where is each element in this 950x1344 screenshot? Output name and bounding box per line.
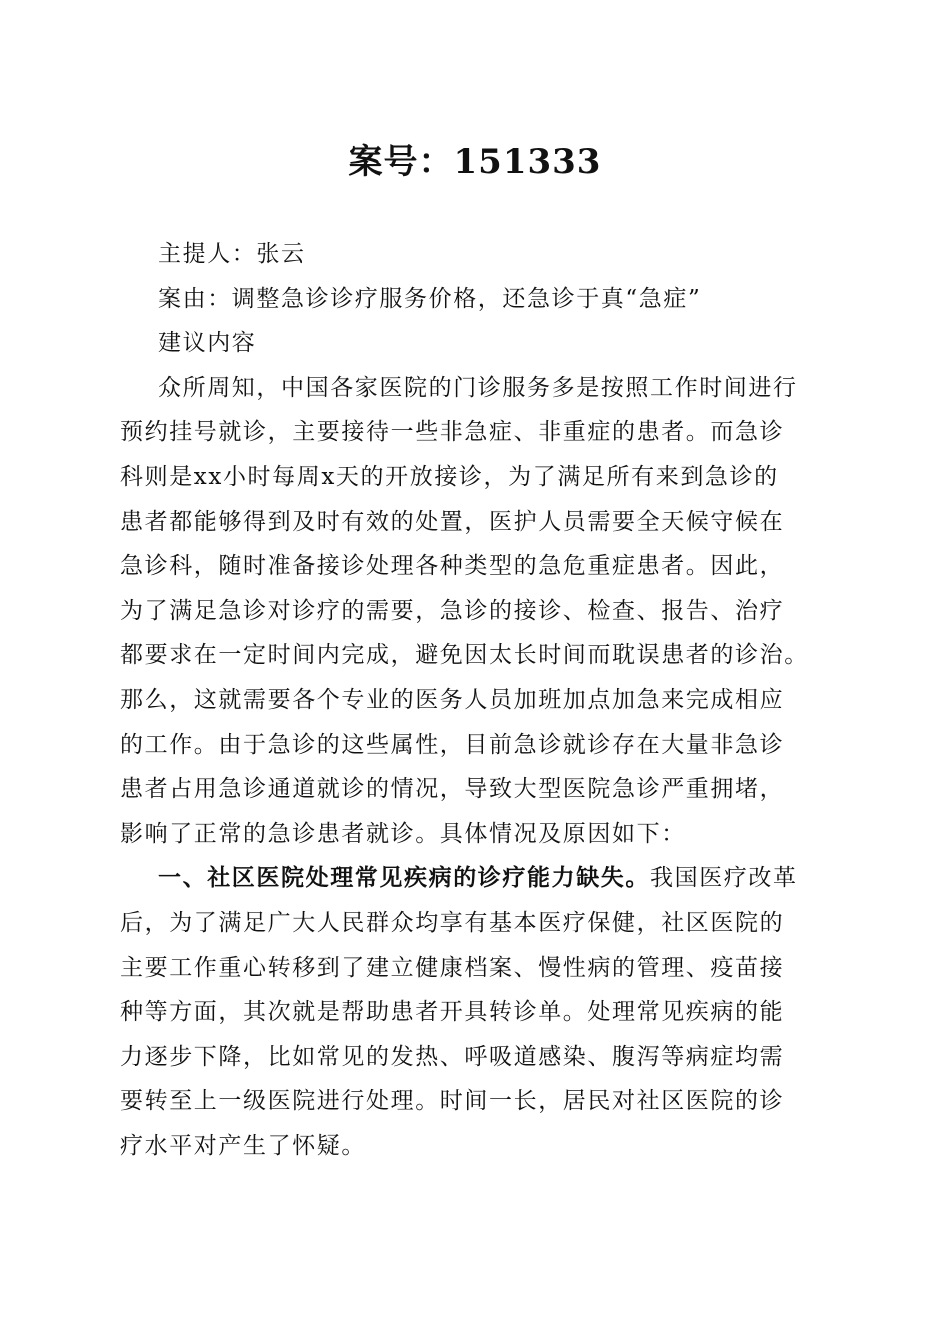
paragraph-line: 患者都能够得到及时有效的处置，医护人员需要全天候守候在	[120, 508, 785, 535]
paragraph-line	[120, 856, 835, 901]
point-text: 我国医疗改革	[650, 865, 798, 892]
paragraph-line: 疗水平对产生了怀疑。	[120, 1132, 366, 1159]
paragraph-line: 那么，这就需要各个专业的医务人员加班加点加急来完成相应	[120, 686, 785, 713]
paragraph-line: 的工作。由于急诊的这些属性，目前急诊就诊存在大量非急诊	[120, 731, 785, 758]
section-heading: 建议内容	[158, 330, 257, 357]
paragraph-line: 科则是xx小时每周x天的开放接诊，为了满足所有来到急诊的	[120, 463, 779, 490]
proposer-line: 主提人：张云	[158, 241, 306, 267]
paragraph-line: 为了满足急诊对诊疗的需要，急诊的接诊、检查、报告、治疗	[120, 597, 785, 624]
document-body	[120, 232, 835, 1168]
paragraph-line: 影响了正常的急诊患者就诊。具体情况及原因如下：	[120, 820, 686, 847]
paragraph-line: 主要工作重心转移到了建立健康档案、慢性病的管理、疫苗接	[120, 954, 785, 981]
cause-line: 案由：调整急诊诊疗服务价格，还急诊于真“急症”	[158, 285, 702, 312]
paragraph-community-hospital	[120, 856, 835, 1168]
paragraph-line: 众所周知，中国各家医院的门诊服务多是按照工作时间进行	[158, 374, 798, 401]
paragraph-line: 都要求在一定时间内完成，避免因太长时间而耽误患者的诊治。	[120, 642, 809, 669]
case-number-title: 案号：151333	[348, 142, 602, 182]
paragraph-line: 后，为了满足广大人民群众均享有基本医疗保健，社区医院的	[120, 909, 785, 936]
paragraph-intro	[120, 366, 835, 857]
paragraph-line: 力逐步下降，比如常见的发热、呼吸道感染、腹泻等病症均需	[120, 1043, 785, 1070]
paragraph-line: 要转至上一级医院进行处理。时间一长，居民对社区医院的诊	[120, 1088, 785, 1115]
paragraph-line: 预约挂号就诊，主要接待一些非急症、非重症的患者。而急诊	[120, 419, 785, 446]
paragraph-line: 急诊科，随时准备接诊处理各种类型的急危重症患者。因此，	[120, 553, 785, 580]
paragraph-line: 种等方面，其次就是帮助患者开具转诊单。处理常见疾病的能	[120, 999, 785, 1026]
point-heading: 一、社区医院处理常见疾病的诊疗能力缺失。	[158, 865, 650, 892]
paragraph-line: 患者占用急诊通道就诊的情况，导致大型医院急诊严重拥堵，	[120, 776, 785, 803]
